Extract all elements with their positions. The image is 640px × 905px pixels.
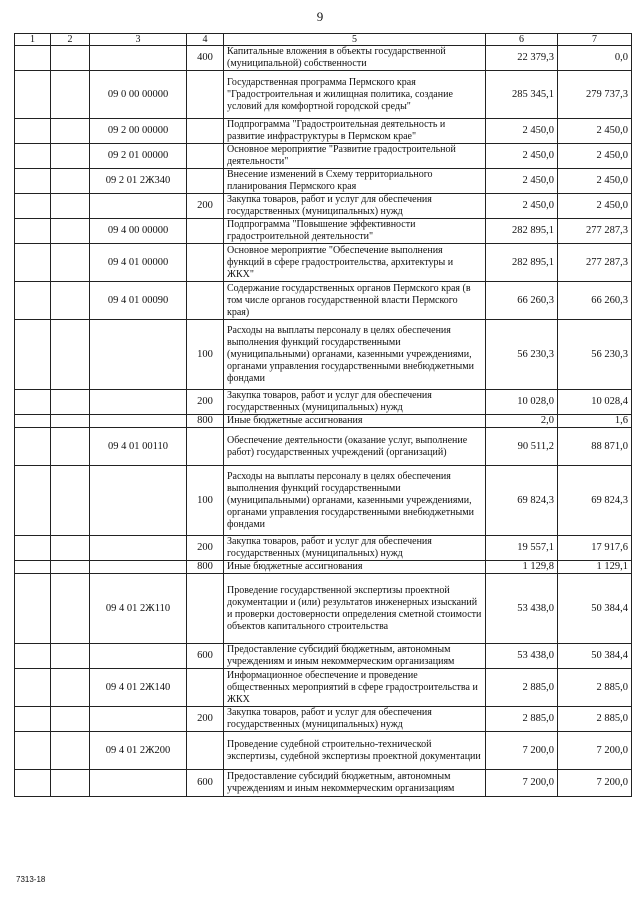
col-header-5: 5 [224, 34, 486, 46]
item-name-cell: Подпрограмма "Повышение эффективности градостроительной деятельности" [224, 219, 486, 244]
cell-col2 [51, 282, 90, 320]
amount-col7-cell: 7 200,0 [558, 770, 632, 797]
amount-col7-cell: 0,0 [558, 46, 632, 71]
expense-type-cell [187, 144, 224, 169]
cell-col2 [51, 428, 90, 466]
cell-col1 [15, 390, 51, 415]
target-code-cell: 09 2 01 2Ж340 [90, 169, 187, 194]
target-code-cell [90, 644, 187, 669]
cell-col2 [51, 644, 90, 669]
cell-col1 [15, 244, 51, 282]
target-code-cell [90, 320, 187, 390]
amount-col7-cell: 66 260,3 [558, 282, 632, 320]
cell-col1 [15, 561, 51, 574]
target-code-cell: 09 0 00 00000 [90, 71, 187, 119]
amount-col6-cell: 282 895,1 [486, 219, 558, 244]
cell-col1 [15, 282, 51, 320]
amount-col6-cell: 285 345,1 [486, 71, 558, 119]
item-name-cell: Иные бюджетные ассигнования [224, 561, 486, 574]
amount-col6-cell: 53 438,0 [486, 644, 558, 669]
item-name-cell: Основное мероприятие "Обеспечение выполнения функций в сфере градостроительства, архитектуры и ЖКХ" [224, 244, 486, 282]
expense-type-cell: 200 [187, 707, 224, 732]
col-header-3: 3 [90, 34, 187, 46]
table-row [15, 732, 632, 770]
cell-col1 [15, 770, 51, 797]
amount-col7-cell: 10 028,4 [558, 390, 632, 415]
table-row [15, 707, 632, 732]
target-code-cell [90, 770, 187, 797]
cell-col2 [51, 536, 90, 561]
item-name-cell: Иные бюджетные ассигнования [224, 415, 486, 428]
cell-col2 [51, 732, 90, 770]
expense-type-cell [187, 119, 224, 144]
cell-col2 [51, 669, 90, 707]
target-code-cell: 09 4 01 2Ж110 [90, 574, 187, 644]
cell-col1 [15, 732, 51, 770]
item-name-cell: Закупка товаров, работ и услуг для обеспечения государственных (муниципальных) нужд [224, 390, 486, 415]
amount-col6-cell: 282 895,1 [486, 244, 558, 282]
cell-col2 [51, 219, 90, 244]
item-name-cell: Государственная программа Пермского края "Градостроительная и жилищная политика, создание условий для комфортной городской среды" [224, 71, 486, 119]
cell-col1 [15, 415, 51, 428]
expense-type-cell [187, 282, 224, 320]
table-row [15, 574, 632, 644]
cell-col2 [51, 561, 90, 574]
cell-col1 [15, 71, 51, 119]
amount-col7-cell: 2 450,0 [558, 144, 632, 169]
target-code-cell [90, 707, 187, 732]
budget-table [14, 33, 632, 797]
cell-col2 [51, 46, 90, 71]
target-code-cell: 09 4 01 00000 [90, 244, 187, 282]
amount-col6-cell: 10 028,0 [486, 390, 558, 415]
target-code-cell: 09 4 01 2Ж200 [90, 732, 187, 770]
target-code-cell [90, 194, 187, 219]
table-row [15, 669, 632, 707]
item-name-cell: Закупка товаров, работ и услуг для обеспечения государственных (муниципальных) нужд [224, 536, 486, 561]
item-name-cell: Расходы на выплаты персоналу в целях обеспечения выполнения функций государственными (муниципальными) органами, казенными учреждениями, органами управления государственными внебюджетными фондами [224, 466, 486, 536]
item-name-cell: Внесение изменений в Схему территориального планирования Пермского края [224, 169, 486, 194]
amount-col6-cell: 66 260,3 [486, 282, 558, 320]
target-code-cell: 09 4 01 00090 [90, 282, 187, 320]
expense-type-cell: 800 [187, 415, 224, 428]
table-row [15, 415, 632, 428]
target-code-cell [90, 46, 187, 71]
expense-type-cell [187, 574, 224, 644]
cell-col1 [15, 644, 51, 669]
table-row [15, 561, 632, 574]
target-code-cell [90, 466, 187, 536]
expense-type-cell [187, 71, 224, 119]
item-name-cell: Капитальные вложения в объекты государственной (муниципальной) собственности [224, 46, 486, 71]
target-code-cell [90, 536, 187, 561]
cell-col2 [51, 574, 90, 644]
item-name-cell: Обеспечение деятельности (оказание услуг, выполнение работ) государственных учреждений (организаций) [224, 428, 486, 466]
table-row [15, 244, 632, 282]
table-row [15, 46, 632, 71]
cell-col2 [51, 71, 90, 119]
table-row [15, 219, 632, 244]
table-body [15, 46, 632, 797]
target-code-cell: 09 2 00 00000 [90, 119, 187, 144]
amount-col6-cell: 22 379,3 [486, 46, 558, 71]
amount-col7-cell: 2 450,0 [558, 119, 632, 144]
table-row [15, 119, 632, 144]
amount-col7-cell: 2 885,0 [558, 707, 632, 732]
expense-type-cell: 600 [187, 644, 224, 669]
cell-col2 [51, 390, 90, 415]
target-code-cell [90, 390, 187, 415]
cell-col2 [51, 770, 90, 797]
amount-col6-cell: 90 511,2 [486, 428, 558, 466]
cell-col1 [15, 574, 51, 644]
amount-col7-cell: 17 917,6 [558, 536, 632, 561]
amount-col7-cell: 277 287,3 [558, 219, 632, 244]
amount-col6-cell: 7 200,0 [486, 732, 558, 770]
table-row [15, 536, 632, 561]
amount-col6-cell: 2 450,0 [486, 194, 558, 219]
amount-col7-cell: 88 871,0 [558, 428, 632, 466]
cell-col2 [51, 194, 90, 219]
target-code-cell: 09 4 01 2Ж140 [90, 669, 187, 707]
table-row [15, 390, 632, 415]
cell-col2 [51, 707, 90, 732]
target-code-cell [90, 415, 187, 428]
page-number: 9 [316, 9, 324, 24]
expense-type-cell [187, 428, 224, 466]
amount-col7-cell: 2 450,0 [558, 169, 632, 194]
table-row [15, 169, 632, 194]
expense-type-cell [187, 169, 224, 194]
expense-type-cell [187, 244, 224, 282]
amount-col7-cell: 2 885,0 [558, 669, 632, 707]
column-number-header [15, 34, 632, 46]
expense-type-cell: 100 [187, 466, 224, 536]
target-code-cell: 09 4 00 00000 [90, 219, 187, 244]
target-code-cell [90, 561, 187, 574]
amount-col6-cell: 1 129,8 [486, 561, 558, 574]
expense-type-cell: 600 [187, 770, 224, 797]
amount-col6-cell: 2 450,0 [486, 119, 558, 144]
amount-col7-cell: 69 824,3 [558, 466, 632, 536]
amount-col7-cell: 7 200,0 [558, 732, 632, 770]
amount-col6-cell: 2 885,0 [486, 707, 558, 732]
cell-col1 [15, 194, 51, 219]
table-row [15, 320, 632, 390]
item-name-cell: Информационное обеспечение и проведение общественных мероприятий в сфере градостроительства и ЖКХ [224, 669, 486, 707]
item-name-cell: Закупка товаров, работ и услуг для обеспечения государственных (муниципальных) нужд [224, 707, 486, 732]
table-row [15, 428, 632, 466]
expense-type-cell [187, 219, 224, 244]
cell-col2 [51, 415, 90, 428]
col-header-7: 7 [558, 34, 632, 46]
amount-col7-cell: 50 384,4 [558, 574, 632, 644]
table-row [15, 770, 632, 797]
col-header-6: 6 [486, 34, 558, 46]
item-name-cell: Содержание государственных органов Пермского края (в том числе органов государственной власти Пермского края) [224, 282, 486, 320]
document-code: 7313-18 [16, 875, 46, 884]
amount-col6-cell: 2 450,0 [486, 169, 558, 194]
expense-type-cell: 200 [187, 194, 224, 219]
cell-col1 [15, 536, 51, 561]
table-row [15, 644, 632, 669]
cell-col1 [15, 219, 51, 244]
cell-col1 [15, 466, 51, 536]
cell-col1 [15, 46, 51, 71]
cell-col2 [51, 244, 90, 282]
expense-type-cell: 100 [187, 320, 224, 390]
amount-col7-cell: 279 737,3 [558, 71, 632, 119]
col-header-2: 2 [51, 34, 90, 46]
cell-col1 [15, 669, 51, 707]
item-name-cell: Основное мероприятие "Развитие градостроительной деятельности" [224, 144, 486, 169]
amount-col7-cell: 56 230,3 [558, 320, 632, 390]
table-row [15, 144, 632, 169]
amount-col6-cell: 2 450,0 [486, 144, 558, 169]
target-code-cell: 09 4 01 00110 [90, 428, 187, 466]
table-row [15, 466, 632, 536]
amount-col6-cell: 2 885,0 [486, 669, 558, 707]
table-row [15, 71, 632, 119]
amount-col6-cell: 56 230,3 [486, 320, 558, 390]
cell-col2 [51, 466, 90, 536]
amount-col6-cell: 53 438,0 [486, 574, 558, 644]
amount-col6-cell: 2,0 [486, 415, 558, 428]
item-name-cell: Предоставление субсидий бюджетным, автономным учреждениям и иным некоммерческим организациям [224, 644, 486, 669]
item-name-cell: Расходы на выплаты персоналу в целях обеспечения выполнения функций государственными (муниципальными) органами, казенными учреждениями, органами управления государственными внебюджетными фондами [224, 320, 486, 390]
item-name-cell: Подпрограмма "Градостроительная деятельность и развитие инфраструктуры в Пермском крае" [224, 119, 486, 144]
amount-col7-cell: 2 450,0 [558, 194, 632, 219]
item-name-cell: Проведение судебной строительно-технической экспертизы, судебной экспертизы проектной документации [224, 732, 486, 770]
amount-col7-cell: 1 129,1 [558, 561, 632, 574]
cell-col2 [51, 320, 90, 390]
table-row [15, 282, 632, 320]
expense-type-cell: 400 [187, 46, 224, 71]
expense-type-cell: 200 [187, 390, 224, 415]
expense-type-cell: 800 [187, 561, 224, 574]
cell-col2 [51, 144, 90, 169]
cell-col1 [15, 428, 51, 466]
amount-col6-cell: 19 557,1 [486, 536, 558, 561]
amount-col6-cell: 69 824,3 [486, 466, 558, 536]
amount-col7-cell: 1,6 [558, 415, 632, 428]
cell-col2 [51, 169, 90, 194]
cell-col2 [51, 119, 90, 144]
cell-col1 [15, 169, 51, 194]
amount-col6-cell: 7 200,0 [486, 770, 558, 797]
expense-type-cell [187, 732, 224, 770]
cell-col1 [15, 144, 51, 169]
item-name-cell: Закупка товаров, работ и услуг для обеспечения государственных (муниципальных) нужд [224, 194, 486, 219]
cell-col1 [15, 119, 51, 144]
table-row [15, 194, 632, 219]
cell-col1 [15, 320, 51, 390]
amount-col7-cell: 277 287,3 [558, 244, 632, 282]
amount-col7-cell: 50 384,4 [558, 644, 632, 669]
col-header-4: 4 [187, 34, 224, 46]
col-header-1: 1 [15, 34, 51, 46]
expense-type-cell: 200 [187, 536, 224, 561]
cell-col1 [15, 707, 51, 732]
item-name-cell: Предоставление субсидий бюджетным, автономным учреждениям и иным некоммерческим организациям [224, 770, 486, 797]
expense-type-cell [187, 669, 224, 707]
target-code-cell: 09 2 01 00000 [90, 144, 187, 169]
item-name-cell: Проведение государственной экспертизы проектной документации и (или) результатов инженерных изысканий и проверки достоверности определения сметной стоимости объектов капитального строительства [224, 574, 486, 644]
